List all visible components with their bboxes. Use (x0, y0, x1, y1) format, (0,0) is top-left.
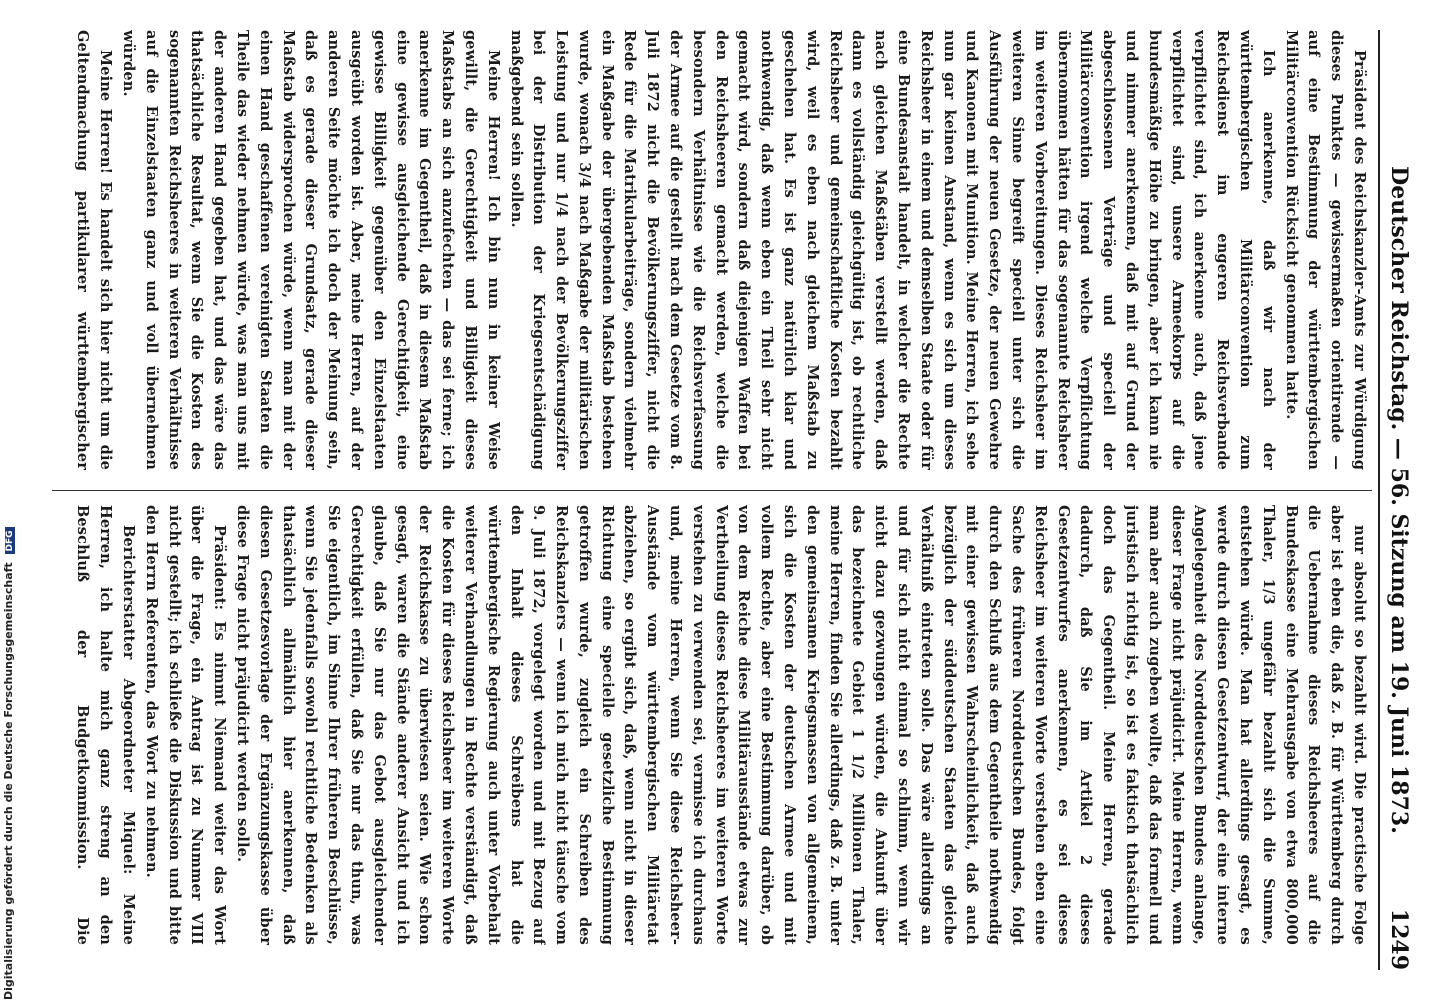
paragraph: Präsident: Es nimmt Niemand weiter das Wort über die Frage, ein Antrag ist zu Nummer VIII nicht gestellt; ich schließe die Diskussion und bitte den Herrn Referenten, das Wort zu nehmen. (142, 505, 229, 945)
paragraph: Berichterstatter Abgeordneter Miquel: Meine Herren, ich halte mich ganz streng an den Beschluß der Budgetkommission. Die (74, 505, 137, 945)
paragraph: Meine Herren! Ich bin nun in keiner Weise gewillt, die Gerechtigkeit und Billigkeit dieses Maßstabs an sich anzufechten — das sei ferne; ich anerkenne im Gegentheil, daß in diesem Maßstab eine gewisse ausgleichende Gerechtigkeit, eine gewisse Billigkeit gegenüber den Einzelstaaten ausgeübt worden ist. Aber, meine Herren, auf der anderen Seite möchte ich doch der Meinung sein, daß es gerade dieser Grundsatz, gerade dieser Maßstab widersprochen würde, wenn man mit der einen Hand geschaffenen vereinigten Staaten die Theile das wieder nehmen würde, was man uns mit der anderen Hand gegeben hat, und das wäre das thatsächliche Resultat, wenn Sie die Kosten des sogenannten Reichsheeres in weiteren Verhältnisse auf die Einzelstaaten ganz und voll übernehmen würden. (119, 30, 502, 470)
page-number: 1249 (1386, 908, 1412, 970)
dfg-badge: DFG (5, 527, 15, 554)
text-column-right (70, 505, 1370, 945)
paragraph: Meine Herren! Es handelt sich hier nicht um die Geltendmachung partikularer württembergischer (74, 30, 115, 470)
digitization-note (2, 530, 15, 1000)
digitization-text: Digitalisierung gefördert durch die Deutsche Forschungsgemeinschaft (2, 562, 15, 1000)
page-header (1380, 30, 1414, 970)
header-rule (1378, 30, 1380, 970)
text-column-left (70, 30, 1370, 470)
page-title: Deutscher Reichstag. — 56. Sitzung am 19. Juni 1873. (1386, 166, 1412, 834)
paragraph: Präsident des Reichskanzler-Amts zur Würdigung dieses Punktes — gewissermaßen orientirende — auf eine Bestimmung der württembergischen Militärconvention Rücksicht genommen hatte. (1282, 30, 1368, 470)
column-divider (52, 490, 1372, 491)
paragraph: Ich anerkenne, daß wir nach der württembergischen Militärconvention zum Reichsdienst im engeren Reichsverbande verpflichtet sind, ich anerkenne auch, daß jene verpflichtet sind, unsere Armeekorps auf die bundesmäßige Höhe zu bringen, aber ich kann nie und nimmer anerkennen, daß mit auf Grund der abgeschlossenen Verträge und speciell der Militärconvention irgend welche Verpflichtung übernommen hätten für das sogenannte Reichsheer im weiteren Vorbereitungen. Dieses Reichsheer im weiteren Sinne begreift speciell unter sich die Ausführung der neuen Gesetze, der neuen Gewehre und Kanonen mit Munition. Meine Herren, ich sehe nun gar keinen Anstand, wenn es sich um dieses Reichsheer in einem und demselben Staate oder für eine Bundesanstalt handelt, in welcher die Rechte nach gleichen Maßstäben verstellt werden, daß dann es vollständig gleichgültig ist, ob rechtliche Reichsheer und gemeinschaftliche Kosten bezahlt wird, weil es eben nach gleichem Maßstab zu geschehen hat. Es ist ganz natürlich klar und nothwendig, daß wenn eben ein Theil sehr nicht gemacht wird, sondern daß diejenigen Waffen bei den Reichsheeren gemacht werden, welche die besondern Verhältnisse wie die Reichsverfassung der Armee auf die gestellt nach dem Gesetze vom 8. Juli 1872 nicht die Bevölkerungsziffer, nicht die Rede für die Matrikularbeiträge, sondern vielmehr ein Maßgabe der übergebenden Maßstab bestehen wurde, wonach 3/4 nach Maßgabe der militärischen Leistung und nur 1/4 nach der Bevölkerungsziffer bei der Distribution der Kriegsentschädigung maßgebend sein sollen. (507, 30, 1277, 470)
paragraph: nur absolut so bezahlt wird. Die practische Folge aber ist eben die, daß z. B. für Württemberg durch die Uebernahme dieses Reichsheeres auf die Bundeskasse eine Mehrausgabe von etwa 800,000 Thaler, 1/3 ungefähr bezahlt sich die Summe, entstehen würde. Man hat allerdings gesagt, es werde durch diesen Gesetzentwurf, der eine interne Angelegenheit des Norddeutschen Bundes anlange, dieser Frage nicht präjudicirt. Meine Herren, wenn man aber auch zugeben wollte, daß das formell und juristisch richtig ist, so ist es faktisch thatsächlich doch das Gegentheil. Meine Herren, gerade dadurch, daß Sie im Artikel 2 dieses Gesetzentwurfes anerkennen, es sei dieses Reichsheer im weiteren Worte verstehen eben eine Sache des früheren Norddeutschen Bundes, folgt durch den Schluß aus dem Gegentheile nothwendig mit einer gewissen Wahrscheinlichkeit, daß auch bezüglich der süddeutschen Staaten das gleiche Verhältniß eintreten solle. Das wäre allerdings an und für sich nicht einmal so schlimm, wenn wir nicht dazu gezwungen würden, die Ankunft über das bezeichnete Gebiet 1 1/2 Millionen Thaler, meine Herren, finden Sie allerdings, daß z. B. unter den gemeinsamen Kriegsmassen von allgemeinem, sich die Kosten der deutschen Armee und mit vollem Rechte, aber eine Bestimmung darüber, ob von dem Reiche diese Militärausstände etwas zur Vertheilung dieses Reichsheeres im weiteren Worte verstehen zu verwenden sei, vermisse ich durchaus und, meine Herren, wenn Sie diese Reichsheer-Ausstände vom württembergischen Militäretat abziehen, so ergibt sich, daß, wenn nicht in dieser Richtung eine specielle gesetzliche Bestimmung getroffen wurde, zugleich ein Schreiben des Reichskanzlers — wenn ich mich nicht täusche vom 9. Juli 1872, vorgelegt worden und mit Bezug auf den Inhalt dieses Schreibens hat die württembergische Regierung auch unter Vorbehalt weiterer Verhandlungen in Rechte verständigt, daß die Kosten für dieses Reichsheer im weiteren Worte der Reichskasse zu überwiesen seien. Wie schon gesagt, waren die Stände anderer Ansicht und ich glaube, daß Sie nur das Gebot ausgleichender Gerechtigkeit erfüllen, daß Sie nur das thun, was Sie eigentlich, im Sinne Ihrer früheren Beschlüsse, wenn Sie jedenfalls sowohl rechtliche Bedenken als thatsächlich allmählich hier anerkennen, daß diesen Gesetzesvorlage der Ergänzungskasse über diese Frage nicht präjudicirt werden solle. (233, 505, 1368, 945)
